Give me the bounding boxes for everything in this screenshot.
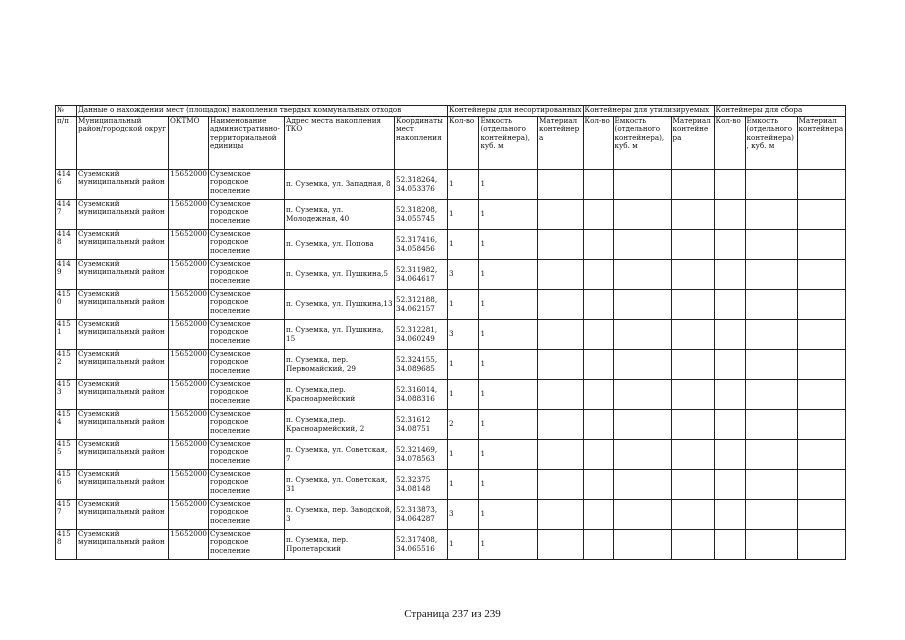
- cell-empty: [583, 200, 613, 230]
- cell-count: 1: [448, 350, 479, 380]
- table-row: [56, 350, 846, 380]
- cell-empty: [797, 320, 845, 350]
- cell-coords: 52.318264, 34.053376: [395, 170, 448, 200]
- table-row: [56, 200, 846, 230]
- cell-volume: 1: [479, 320, 538, 350]
- cell-empty: [797, 380, 845, 410]
- cell-empty: [583, 380, 613, 410]
- table-row: [56, 290, 846, 320]
- cell-coords: 52.31612 34.08751: [395, 410, 448, 440]
- table-row: [56, 500, 846, 530]
- cell-empty: [537, 440, 583, 470]
- cell-empty: [671, 470, 714, 500]
- cell-empty: [745, 380, 797, 410]
- cell-empty: [797, 500, 845, 530]
- cell-empty: [583, 470, 613, 500]
- cell-empty: [797, 410, 845, 440]
- cell-empty: [537, 380, 583, 410]
- table-row: [56, 440, 846, 470]
- cell-coords: 52.324155, 34.089685: [395, 350, 448, 380]
- page-number-footer: Страница 237 из 239: [404, 608, 501, 620]
- cell-empty: [745, 470, 797, 500]
- cell-empty: [745, 500, 797, 530]
- cell-empty: [714, 530, 745, 560]
- cell-empty: [797, 440, 845, 470]
- cell-address: п. Суземка, ул. Западная, 8: [285, 170, 395, 200]
- cell-address: п. Суземка, пер. Пролетарский: [285, 530, 395, 560]
- cell-empty: [537, 410, 583, 440]
- table-row: [56, 230, 846, 260]
- cell-no: 4156: [56, 470, 77, 500]
- cell-empty: [613, 350, 671, 380]
- cell-empty: [671, 350, 714, 380]
- cell-district: Суземский муниципальный район: [77, 170, 169, 200]
- cell-coords: 52.313873, 34.064287: [395, 500, 448, 530]
- cell-district: Суземский муниципальный район: [77, 500, 169, 530]
- cell-empty: [745, 290, 797, 320]
- cell-address: п. Суземка, ул. Советская, 31: [285, 470, 395, 500]
- cell-no: 4152: [56, 350, 77, 380]
- cell-coords: 52.318208, 34.055745: [395, 200, 448, 230]
- cell-empty: [714, 410, 745, 440]
- cell-oktmo: 15652000: [169, 320, 209, 350]
- table-row: [56, 260, 846, 290]
- header-oktmo: ОКТМО: [169, 117, 209, 170]
- cell-admin-unit: Суземское городское поселение: [209, 470, 285, 500]
- cell-coords: 52.312281, 34.060249: [395, 320, 448, 350]
- cell-no: 4147: [56, 200, 77, 230]
- cell-no: 4151: [56, 320, 77, 350]
- cell-coords: 52.312188, 34.062157: [395, 290, 448, 320]
- cell-empty: [671, 320, 714, 350]
- cell-empty: [745, 440, 797, 470]
- header-c3-count: Кол-во: [714, 117, 745, 170]
- cell-empty: [714, 290, 745, 320]
- cell-volume: 1: [479, 200, 538, 230]
- cell-admin-unit: Суземское городское поселение: [209, 440, 285, 470]
- cell-empty: [745, 260, 797, 290]
- header-places-group: Данные о нахождении мест (площадок) накопления твердых коммунальных отходов: [77, 106, 448, 117]
- cell-empty: [583, 260, 613, 290]
- cell-empty: [797, 260, 845, 290]
- cell-coords: 52.321469, 34.078563: [395, 440, 448, 470]
- header-coords: Координаты мест накопления: [395, 117, 448, 170]
- cell-admin-unit: Суземское городское поселение: [209, 380, 285, 410]
- cell-district: Суземский муниципальный район: [77, 350, 169, 380]
- cell-volume: 1: [479, 380, 538, 410]
- header-address: Адрес места накопления ТКО: [285, 117, 395, 170]
- header-c3-volume: Емкость (отдельного контейнера), куб. м: [745, 117, 797, 170]
- cell-oktmo: 15652000: [169, 260, 209, 290]
- cell-coords: 52.317416, 34.058456: [395, 230, 448, 260]
- cell-empty: [613, 260, 671, 290]
- cell-count: 1: [448, 380, 479, 410]
- cell-empty: [714, 170, 745, 200]
- cell-address: п. Суземка, ул. Попова: [285, 230, 395, 260]
- cell-volume: 1: [479, 440, 538, 470]
- cell-admin-unit: Суземское городское поселение: [209, 170, 285, 200]
- cell-oktmo: 15652000: [169, 530, 209, 560]
- cell-volume: 1: [479, 410, 538, 440]
- cell-empty: [671, 170, 714, 200]
- cell-oktmo: 15652000: [169, 500, 209, 530]
- cell-address: п. Суземка,пер. Красноармейский: [285, 380, 395, 410]
- table-row: [56, 470, 846, 500]
- cell-empty: [714, 350, 745, 380]
- cell-count: 3: [448, 500, 479, 530]
- cell-count: 1: [448, 470, 479, 500]
- header-c1-material: Материал контейнера: [537, 117, 583, 170]
- cell-oktmo: 15652000: [169, 350, 209, 380]
- cell-address: п. Суземка, пер. Заводской, 3: [285, 500, 395, 530]
- cell-admin-unit: Суземское городское поселение: [209, 530, 285, 560]
- cell-empty: [671, 230, 714, 260]
- cell-empty: [537, 170, 583, 200]
- cell-district: Суземский муниципальный район: [77, 260, 169, 290]
- cell-oktmo: 15652000: [169, 410, 209, 440]
- cell-empty: [745, 200, 797, 230]
- cell-volume: 1: [479, 170, 538, 200]
- cell-no: 4153: [56, 380, 77, 410]
- table-row: [56, 410, 846, 440]
- cell-admin-unit: Суземское городское поселение: [209, 410, 285, 440]
- cell-empty: [613, 530, 671, 560]
- cell-empty: [797, 470, 845, 500]
- cell-empty: [537, 350, 583, 380]
- cell-empty: [745, 410, 797, 440]
- cell-empty: [745, 170, 797, 200]
- cell-empty: [745, 230, 797, 260]
- cell-empty: [797, 170, 845, 200]
- cell-volume: 1: [479, 530, 538, 560]
- cell-volume: 1: [479, 350, 538, 380]
- cell-empty: [583, 410, 613, 440]
- cell-empty: [537, 320, 583, 350]
- cell-oktmo: 15652000: [169, 170, 209, 200]
- cell-count: 3: [448, 320, 479, 350]
- cell-empty: [613, 440, 671, 470]
- cell-address: п. Суземка, ул. Пушкина,5: [285, 260, 395, 290]
- cell-volume: 1: [479, 260, 538, 290]
- cell-empty: [583, 230, 613, 260]
- cell-oktmo: 15652000: [169, 230, 209, 260]
- cell-empty: [613, 320, 671, 350]
- cell-admin-unit: Суземское городское поселение: [209, 500, 285, 530]
- cell-address: п. Суземка,пер. Красноармейский, 2: [285, 410, 395, 440]
- cell-empty: [671, 260, 714, 290]
- cell-empty: [583, 350, 613, 380]
- cell-coords: 52.317408, 34.065516: [395, 530, 448, 560]
- cell-count: 2: [448, 410, 479, 440]
- cell-empty: [671, 290, 714, 320]
- table-row: [56, 320, 846, 350]
- cell-no: 4155: [56, 440, 77, 470]
- cell-empty: [613, 500, 671, 530]
- header-containers-nonrecycled: Контейнеры для несортированных: [448, 106, 584, 117]
- cell-admin-unit: Суземское городское поселение: [209, 200, 285, 230]
- cell-district: Суземский муниципальный район: [77, 200, 169, 230]
- cell-district: Суземский муниципальный район: [77, 320, 169, 350]
- cell-address: п. Суземка, ул. Молодежная, 40: [285, 200, 395, 230]
- header-c1-volume: Емкость (отдельного контейнера), куб. м: [479, 117, 538, 170]
- cell-empty: [613, 410, 671, 440]
- cell-admin-unit: Суземское городское поселение: [209, 320, 285, 350]
- cell-empty: [797, 200, 845, 230]
- cell-district: Суземский муниципальный район: [77, 380, 169, 410]
- cell-no: 4148: [56, 230, 77, 260]
- cell-count: 1: [448, 530, 479, 560]
- cell-empty: [714, 260, 745, 290]
- cell-district: Суземский муниципальный район: [77, 440, 169, 470]
- cell-count: 1: [448, 440, 479, 470]
- cell-empty: [583, 320, 613, 350]
- registry-table: [55, 105, 846, 560]
- cell-empty: [714, 320, 745, 350]
- cell-count: 3: [448, 260, 479, 290]
- cell-empty: [671, 410, 714, 440]
- cell-empty: [613, 170, 671, 200]
- cell-address: п. Суземка, ул. Пушкина,13: [285, 290, 395, 320]
- header-district: Муниципальный район/городской округ: [77, 117, 169, 170]
- cell-empty: [745, 350, 797, 380]
- cell-empty: [797, 290, 845, 320]
- cell-empty: [537, 530, 583, 560]
- cell-oktmo: 15652000: [169, 290, 209, 320]
- header-row-columns: [56, 117, 846, 170]
- cell-empty: [714, 470, 745, 500]
- cell-no: 4158: [56, 530, 77, 560]
- cell-empty: [537, 260, 583, 290]
- cell-district: Суземский муниципальный район: [77, 410, 169, 440]
- cell-empty: [671, 200, 714, 230]
- cell-empty: [797, 350, 845, 380]
- header-c2-volume: Емкость (отдельного контейнера), куб. м: [613, 117, 671, 170]
- cell-empty: [797, 230, 845, 260]
- cell-empty: [583, 530, 613, 560]
- cell-empty: [671, 380, 714, 410]
- header-admin-unit: Наименование административно-территориальной единицы: [209, 117, 285, 170]
- header-no: №: [56, 106, 77, 117]
- cell-admin-unit: Суземское городское поселение: [209, 230, 285, 260]
- cell-empty: [537, 230, 583, 260]
- cell-coords: 52.316014, 34.088316: [395, 380, 448, 410]
- cell-empty: [537, 500, 583, 530]
- cell-empty: [714, 500, 745, 530]
- cell-empty: [671, 440, 714, 470]
- cell-empty: [613, 380, 671, 410]
- cell-volume: 1: [479, 470, 538, 500]
- cell-oktmo: 15652000: [169, 470, 209, 500]
- cell-coords: 52.32375 34.08148: [395, 470, 448, 500]
- cell-district: Суземский муниципальный район: [77, 290, 169, 320]
- cell-empty: [583, 500, 613, 530]
- cell-admin-unit: Суземское городское поселение: [209, 290, 285, 320]
- cell-district: Суземский муниципальный район: [77, 530, 169, 560]
- cell-oktmo: 15652000: [169, 440, 209, 470]
- cell-empty: [671, 530, 714, 560]
- cell-count: 1: [448, 290, 479, 320]
- cell-empty: [537, 290, 583, 320]
- cell-empty: [613, 230, 671, 260]
- cell-empty: [714, 380, 745, 410]
- registry-table-sheet: [55, 105, 846, 560]
- cell-no: 4154: [56, 410, 77, 440]
- cell-coords: 52.311982, 34.064617: [395, 260, 448, 290]
- cell-empty: [714, 230, 745, 260]
- header-c1-count: Кол-во: [448, 117, 479, 170]
- header-containers-collect: Контейнеры для сбора: [714, 106, 845, 117]
- cell-empty: [745, 530, 797, 560]
- cell-address: п. Суземка, ул. Пушкина, 15: [285, 320, 395, 350]
- cell-empty: [583, 440, 613, 470]
- cell-district: Суземский муниципальный район: [77, 230, 169, 260]
- cell-empty: [537, 200, 583, 230]
- cell-no: 4150: [56, 290, 77, 320]
- cell-empty: [583, 170, 613, 200]
- table-row: [56, 380, 846, 410]
- header-c2-material: Материал контейнера: [671, 117, 714, 170]
- cell-admin-unit: Суземское городское поселение: [209, 350, 285, 380]
- header-c2-count: Кол-во: [583, 117, 613, 170]
- table-row: [56, 170, 846, 200]
- cell-count: 1: [448, 200, 479, 230]
- cell-volume: 1: [479, 500, 538, 530]
- cell-empty: [583, 290, 613, 320]
- header-containers-recycled: Контейнеры для утилизируемых: [583, 106, 714, 117]
- cell-address: п. Суземка, ул. Советская, 7: [285, 440, 395, 470]
- cell-empty: [797, 530, 845, 560]
- cell-empty: [745, 320, 797, 350]
- cell-no: 4157: [56, 500, 77, 530]
- cell-empty: [613, 290, 671, 320]
- table-row: [56, 530, 846, 560]
- cell-volume: 1: [479, 230, 538, 260]
- cell-empty: [613, 470, 671, 500]
- header-pp: п/п: [56, 117, 77, 170]
- cell-admin-unit: Суземское городское поселение: [209, 260, 285, 290]
- cell-no: 4146: [56, 170, 77, 200]
- cell-empty: [613, 200, 671, 230]
- cell-no: 4149: [56, 260, 77, 290]
- cell-volume: 1: [479, 290, 538, 320]
- cell-address: п. Суземка, пер. Первомайский, 29: [285, 350, 395, 380]
- cell-empty: [714, 440, 745, 470]
- header-row-groups: [56, 106, 846, 117]
- cell-count: 1: [448, 170, 479, 200]
- registry-table-body: [56, 170, 846, 560]
- cell-empty: [714, 200, 745, 230]
- cell-district: Суземский муниципальный район: [77, 470, 169, 500]
- cell-oktmo: 15652000: [169, 200, 209, 230]
- cell-empty: [671, 500, 714, 530]
- cell-oktmo: 15652000: [169, 380, 209, 410]
- header-c3-material: Материал контейнера: [797, 117, 845, 170]
- cell-count: 1: [448, 230, 479, 260]
- cell-empty: [537, 470, 583, 500]
